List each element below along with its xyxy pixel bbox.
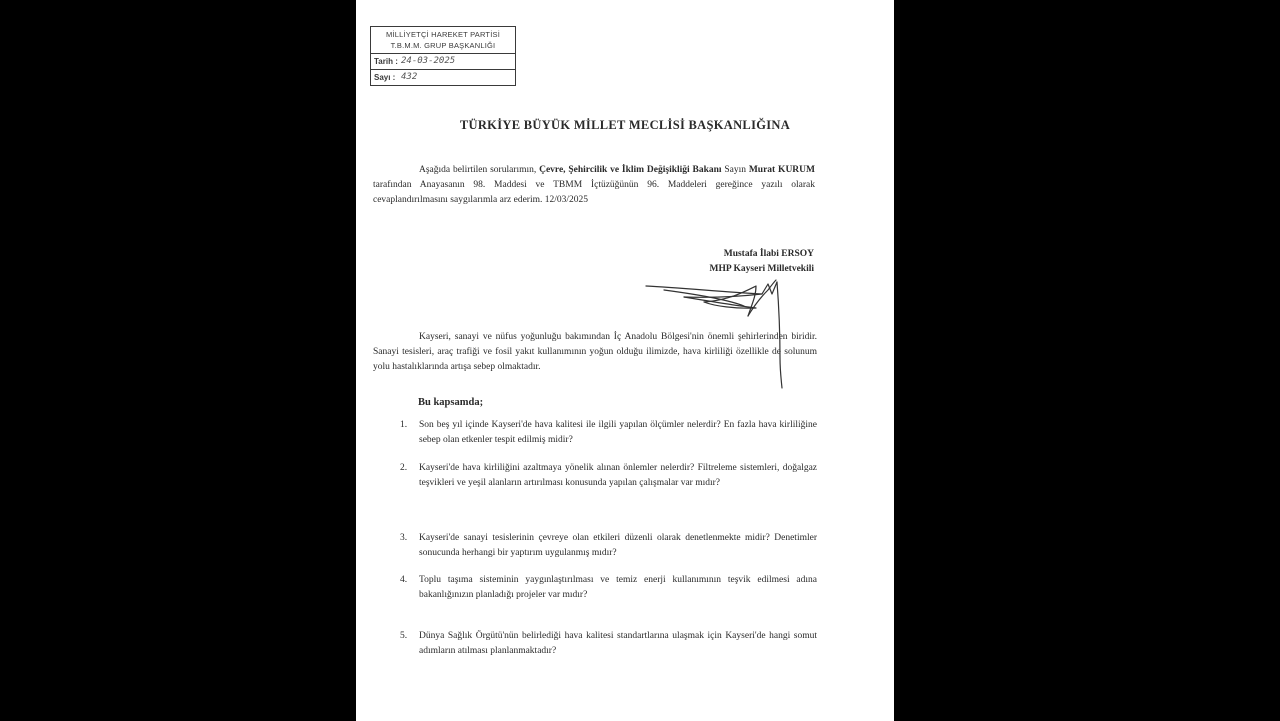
stamp-number-value: 432: [401, 72, 418, 82]
question-number: 4.: [400, 575, 408, 585]
signatory-name: Mustafa İlabi ERSOY: [723, 249, 814, 259]
question-number: 2.: [400, 463, 408, 473]
question-text: Kayseri'de hava kirliliğini azaltmaya yönelik alınan önlemler nelerdir? Filtreleme sistemleri, doğalgaz teşvikleri ve yeşil alanların artırılması konusunda yapılan çalışmalar var mıdır?: [419, 463, 817, 488]
registry-stamp: [370, 26, 516, 86]
intro-minister-name: Murat KURUM: [748, 165, 815, 175]
signatory-title: MHP Kayseri Milletvekili: [709, 264, 814, 274]
document-page: [356, 0, 894, 721]
question-number: 1.: [400, 420, 408, 430]
question-number: 3.: [400, 533, 408, 543]
question-item: [400, 629, 817, 659]
stamp-date-row: [371, 54, 515, 70]
question-item: [400, 461, 817, 491]
question-item: [400, 531, 817, 561]
question-text: Toplu taşıma sisteminin yaygınlaştırılması ve temiz enerji kullanımının teşvik edilmesi adına bakanlığınızın planladığı projeler var mıdır?: [419, 575, 817, 600]
question-number: 5.: [400, 631, 408, 641]
question-text: Kayseri'de sanayi tesislerinin çevreye olan etkileri düzenli olarak denetlenmekte midir? Denetimler sonucunda herhangi bir yaptırım uygulanmış mıdır?: [419, 533, 817, 558]
body-paragraph: Kayseri, sanayi ve nüfus yoğunluğu bakımından İç Anadolu Bölgesi'nin önemli şehirlerinden biridir. Sanayi tesisleri, araç trafiği ve fosil yakıt kullanımının yoğun olduğu ilimizde, hava kirliliği özellikle de solunum yolu hastalıklarında artışa sebep olmaktadır.: [373, 332, 817, 372]
signatory-block: [710, 247, 814, 277]
intro-paragraph: [373, 163, 815, 208]
stamp-date-label: Tarih :: [374, 57, 398, 66]
stamp-party-name: MİLLİYETÇİ HAREKET PARTİSİ: [386, 30, 500, 39]
intro-text-mid: Sayın: [721, 165, 749, 175]
subheading: Bu kapsamda;: [418, 397, 484, 408]
question-item: [400, 418, 817, 448]
stamp-date-value: 24-03-2025: [401, 56, 456, 66]
intro-minister-office: Çevre, Şehircilik ve İklim Değişikliği Bakanı: [539, 165, 722, 175]
stamp-number-label: Sayı :: [374, 73, 396, 82]
document-title: TÜRKİYE BÜYÜK MİLLET MECLİSİ BAŞKANLIĞINA: [459, 118, 791, 132]
stamp-office-name: T.B.M.M. GRUP BAŞKANLIĞI: [390, 41, 496, 50]
intro-text-post: tarafından Anayasanın 98. Maddesi ve TBMM İçtüzüğünün 96. Maddeleri gereğince yazılı olarak cevaplandırılmasını saygılarımla arz ederim. 12/03/2025: [373, 180, 815, 205]
intro-text-pre: Aşağıda belirtilen sorularımın,: [419, 165, 540, 175]
stamp-header: [371, 27, 515, 54]
stamp-number-row: [371, 70, 515, 85]
question-text: Dünya Sağlık Örgütü'nün belirlediği hava kalitesi standartlarına ulaşmak için Kayseri'de hangi somut adımların atılması planlanmaktadır?: [419, 631, 817, 656]
question-item: [400, 573, 817, 603]
question-text: Son beş yıl içinde Kayseri'de hava kalitesi ile ilgili yapılan ölçümler nelerdir? En fazla hava kirliliğine sebep olan etkenler tespit edilmiş midir?: [419, 420, 817, 445]
